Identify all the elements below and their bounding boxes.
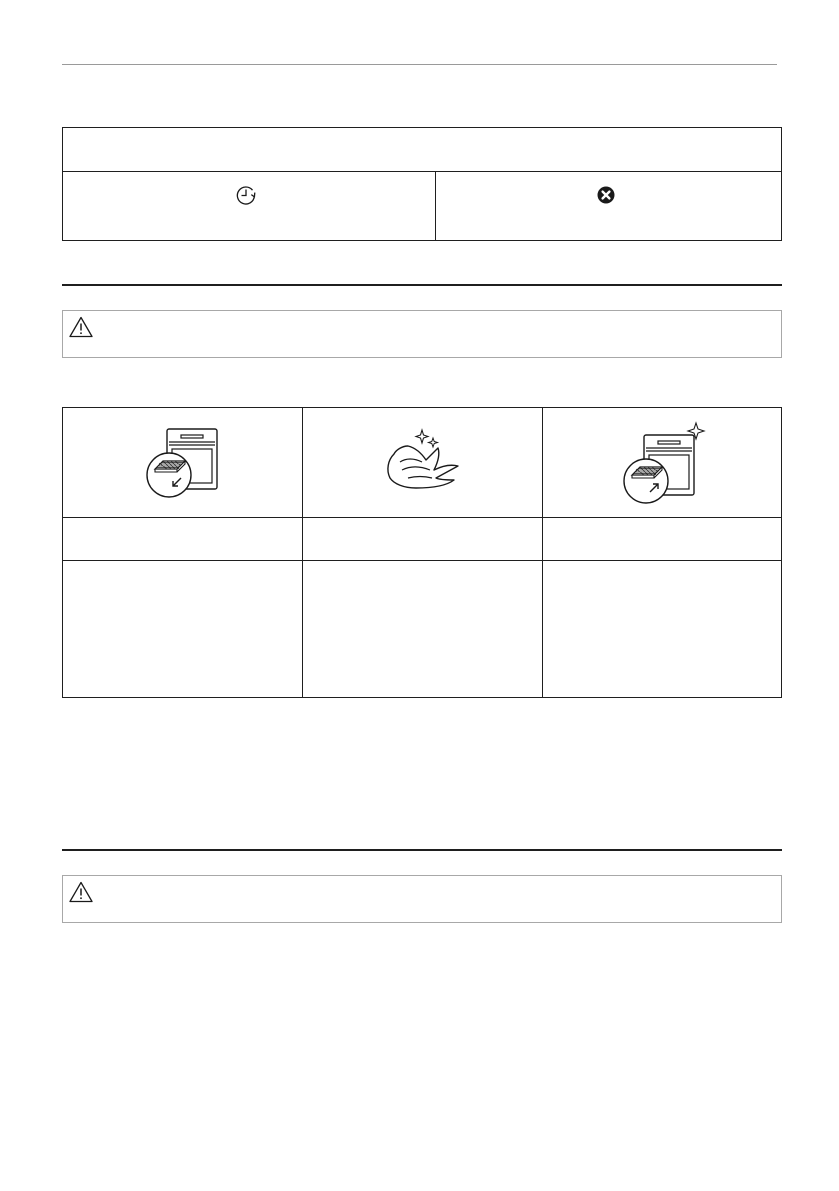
timer-options-table [62, 127, 782, 241]
timer-options-cell-left [63, 172, 436, 240]
oven-insert-rack-sparkle-icon [618, 421, 706, 505]
step-3-title-cell [543, 518, 781, 561]
cleaning-steps-table [62, 407, 782, 698]
header-rule [62, 64, 777, 65]
step-2-description-cell [303, 561, 543, 697]
step-3-illustration-cell [543, 408, 781, 518]
step-1-title-cell [63, 518, 303, 561]
section-divider-1 [62, 284, 782, 286]
warning-box-1 [62, 310, 782, 358]
section-divider-2 [62, 849, 782, 851]
step-1-illustration-cell [63, 408, 303, 518]
step-2-illustration-cell [303, 408, 543, 518]
step-2-title-cell [303, 518, 543, 561]
hand-wipe-sparkle-icon [378, 426, 468, 500]
timer-options-cell-right [436, 172, 781, 240]
warning-triangle-icon [69, 316, 93, 338]
cancel-x-circle-icon [597, 186, 615, 204]
warning-triangle-icon [69, 881, 93, 903]
step-1-description-cell [63, 561, 303, 697]
clock-timer-icon [235, 184, 257, 206]
timer-options-table-header [63, 128, 781, 172]
oven-remove-rack-icon [141, 423, 225, 503]
warning-box-2 [62, 875, 782, 923]
step-3-description-cell [543, 561, 781, 697]
